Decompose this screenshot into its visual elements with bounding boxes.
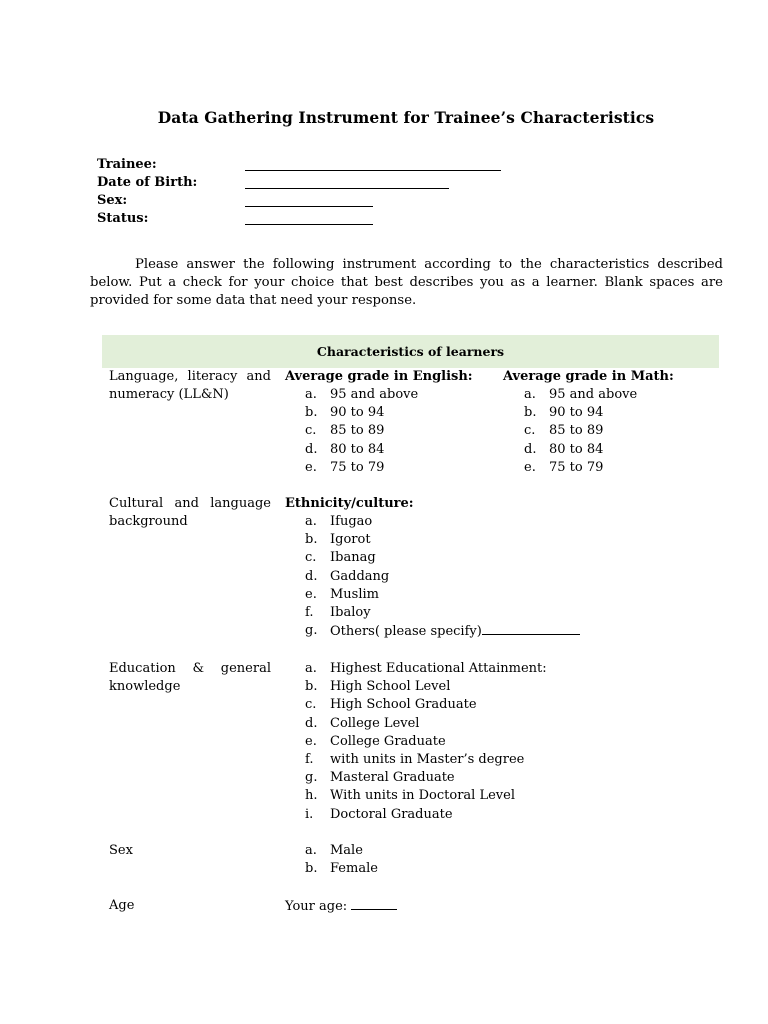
list-item[interactable]: f. Ibaloy <box>305 605 371 621</box>
info-row-sex <box>97 192 197 210</box>
list-item[interactable]: d. 80 to 84 <box>305 441 385 457</box>
list-item[interactable]: a. 95 and above <box>305 387 419 402</box>
row-label-age: Age <box>109 898 135 913</box>
trainee-label: Trainee: <box>97 157 157 172</box>
row-label-education: Education & general knowledge <box>109 661 271 695</box>
english-grade-heading: Average grade in English: <box>285 369 473 384</box>
date-of-birth-label: Date of Birth: <box>97 175 198 190</box>
math-grade-heading: Average grade in Math: <box>503 369 674 384</box>
list-item[interactable]: d. 80 to 84 <box>524 441 604 457</box>
education-options <box>305 660 547 824</box>
sex-blank-line[interactable] <box>245 206 373 207</box>
sex-label: Sex: <box>97 193 128 208</box>
list-item[interactable]: c. Ibanag <box>305 550 376 566</box>
sex-options <box>305 842 378 878</box>
list-item[interactable]: b. 90 to 94 <box>305 405 385 421</box>
list-item[interactable]: i. Doctoral Graduate <box>305 806 453 822</box>
status-blank-line[interactable] <box>245 224 373 225</box>
list-item[interactable]: a. Ifugao <box>305 514 373 529</box>
others-specify-blank[interactable] <box>482 622 580 635</box>
list-item[interactable]: e. Muslim <box>305 586 379 602</box>
list-item[interactable]: e. 75 to 79 <box>524 459 604 475</box>
ethnicity-options <box>305 513 580 641</box>
list-item[interactable]: g. Others( please specify) <box>305 622 580 641</box>
list-item[interactable]: a. 95 and above <box>524 387 638 402</box>
age-blank-line[interactable] <box>351 897 397 910</box>
list-item[interactable]: c. 85 to 89 <box>524 423 604 439</box>
trainee-blank-line[interactable] <box>245 170 501 171</box>
info-row-trainee <box>97 156 197 174</box>
list-item[interactable]: b. High School Level <box>305 679 451 695</box>
trainee-info-block <box>97 156 197 228</box>
document-title: Data Gathering Instrument for Trainee’s Characteristics <box>157 108 655 127</box>
list-item[interactable]: d. Gaddang <box>305 568 390 584</box>
list-item[interactable]: e. College Graduate <box>305 733 446 749</box>
list-item[interactable]: d. College Level <box>305 715 420 731</box>
list-item[interactable]: e. 75 to 79 <box>305 459 385 475</box>
list-item[interactable]: b. Igorot <box>305 532 371 548</box>
list-item[interactable]: h. With units in Doctoral Level <box>305 788 515 804</box>
math-grade-options <box>524 386 637 477</box>
english-grade-options <box>305 386 418 477</box>
list-item[interactable]: c. 85 to 89 <box>305 423 385 439</box>
list-item[interactable]: a. Highest Educational Attainment: <box>305 661 547 676</box>
list-item[interactable]: b. 90 to 94 <box>524 405 604 421</box>
instructions-paragraph: Please answer the following instrument according to the characteristics described below. Put a check for your choice that best describes you as a learner. Blank spaces are provided for some data that need your response. <box>90 257 723 308</box>
age-prompt: Your age: <box>285 897 397 916</box>
date-of-birth-blank-line[interactable] <box>245 188 449 189</box>
list-item[interactable]: c. High School Graduate <box>305 697 477 713</box>
info-row-status <box>97 210 197 228</box>
list-item[interactable]: g. Masteral Graduate <box>305 770 455 786</box>
ethnicity-heading: Ethnicity/culture: <box>285 496 414 511</box>
list-item[interactable]: f. with units in Master’s degree <box>305 752 525 768</box>
table-header: Characteristics of learners <box>102 335 719 368</box>
list-item[interactable]: b. Female <box>305 861 378 877</box>
row-label-culture: Cultural and language background <box>109 496 271 530</box>
row-label-lln: Language, literacy and numeracy (LL&N) <box>109 369 271 403</box>
list-item[interactable]: a. Male <box>305 843 363 858</box>
row-label-sex: Sex <box>109 843 133 858</box>
status-label: Status: <box>97 211 149 226</box>
info-row-date-of-birth <box>97 174 197 192</box>
